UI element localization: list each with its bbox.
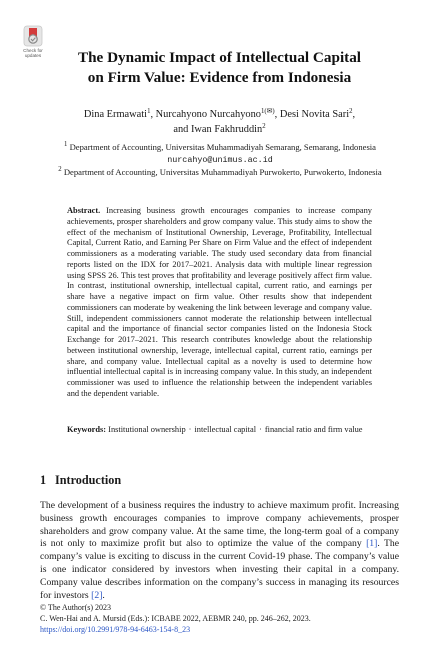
badge-label: Check for updates — [23, 48, 43, 58]
doi-link[interactable]: https://doi.org/10.2991/978-94-6463-154-8_23 — [40, 624, 191, 634]
affiliation-1 — [20, 142, 420, 154]
keyword-separator: · — [259, 425, 262, 434]
keywords-label: Keywords: — [67, 425, 107, 434]
intro-text: . The company’s value is exciting to discuss in the current Covid-19 phase. The company’s value is one indicator considered by investors when investing their capital in a company. Company value describes information on the company’s success in managing its resources for investors — [40, 538, 400, 601]
section-number: 1 — [40, 473, 47, 487]
author-line-1: Dina Ermawati$^1$, Nurcahyono Nurcahyono$^{1(✉)}$, Desi Novita Sari$^2$, — [83, 108, 356, 120]
crossmark-icon — [23, 25, 43, 47]
title-line-1: The Dynamic Impact of Intellectual Capital — [77, 49, 362, 66]
keyword-separator: · — [188, 425, 192, 434]
affiliations — [20, 142, 420, 178]
author-name: Dina Ermawati — [83, 109, 148, 120]
email-link[interactable]: nurcahyo@unimus.ac.id — [167, 154, 273, 165]
affiliation-number: 1 — [64, 141, 68, 148]
paper-title — [40, 48, 399, 88]
corresponding-email[interactable] — [20, 154, 420, 167]
intro-text: The development of a business requires the industry to achieve maximum profit. Increasing business growth encourages companies to improve company achievements, prosper shareholders and grow company value. At the same time, the long-term goal of a company is not only to maximize profit but also to optimize the value of the company — [40, 500, 399, 550]
affiliation-text: Department of Accounting, Universitas Muhammadiyah Purwokerto, Purwokerto, Indonesia — [63, 166, 382, 177]
author-conjunction: and — [173, 123, 189, 135]
affiliation-text: Department of Accounting, Universitas Muhammadiyah Semarang, Semarang, Indonesia — [69, 142, 376, 152]
author-list — [40, 108, 399, 137]
author-affil-mark: 2 — [262, 122, 266, 130]
abstract — [67, 206, 372, 400]
abstract-label: Abstract. — [67, 206, 101, 215]
author-affil-mark: 1(✉) — [261, 108, 275, 115]
keyword: financial ratio and firm value — [264, 425, 363, 434]
citation-link[interactable]: [1] — [366, 538, 378, 550]
keyword: intellectual capital — [194, 425, 257, 434]
keywords — [67, 425, 372, 436]
keyword: Institutional ownership — [108, 425, 186, 434]
author-name: Desi Novita Sari — [279, 109, 350, 120]
abstract-text: Increasing business growth encourages companies to increase company achievements, prosper shareholders and grow company value. This study aims to show the effect of the mechanism of Institutional Ownership, Leverage, Profitability, Intellectual Capital, Current Ratio, and Earning Per Share on Firm Value and the effect of independent commissioners as a moderating variable. The study used secondary data from financial reports listed on the IDX for 2017–2021. Analysis data with multiple linear regression using SPSS 26. This test proves that profitability and leverage positively affect firm value. In contrast, institutional ownership, intellectual capital, current ratio, and earnings per share have a negative impact on firm value. Other results show that independent commissioners can moderate by weakening the link between leverage and company value. Still, independent commissioners cannot moderate the relationship between intellectual capital and the importance of financial sector companies listed on the Indonesia Stock Exchange for 2017–2021. This research contributes knowledge about the relationship between institutional ownership, leverage, intellectual capital, current ratio, earnings per share, and company value. Intellectual capital as a novelty is used to determine how influential intellectual capital is in increasing company value. In this study, an independent commissioner was used to influence the relationship between the independent variables and the dependent variable. — [67, 206, 372, 398]
section-heading — [40, 473, 121, 488]
section-title: Introduction — [55, 473, 122, 487]
author-line-2 — [40, 123, 399, 138]
author-affil-mark: 1 — [147, 108, 151, 115]
intro-text: . — [102, 589, 105, 601]
copyright-notice: © The Author(s) 2023 — [40, 603, 112, 612]
affiliation-number: 2 — [58, 165, 62, 173]
citation-info: C. Wen-Hai and A. Mursid (Eds.): ICBABE 2022, AEBMR 240, pp. 246–262, 2023. — [40, 613, 311, 623]
author-name: Nurcahyono Nurcahyono — [155, 109, 261, 120]
author-affil-mark: 2 — [349, 108, 353, 115]
author-name: Iwan Fakhruddin — [190, 123, 263, 135]
introduction-paragraph — [40, 500, 399, 602]
page-footer — [40, 603, 420, 635]
title-line-2: on Firm Value: Evidence from Indonesia — [87, 69, 352, 86]
affiliation-2 — [20, 167, 420, 179]
citation-link[interactable]: [2] — [91, 589, 103, 601]
